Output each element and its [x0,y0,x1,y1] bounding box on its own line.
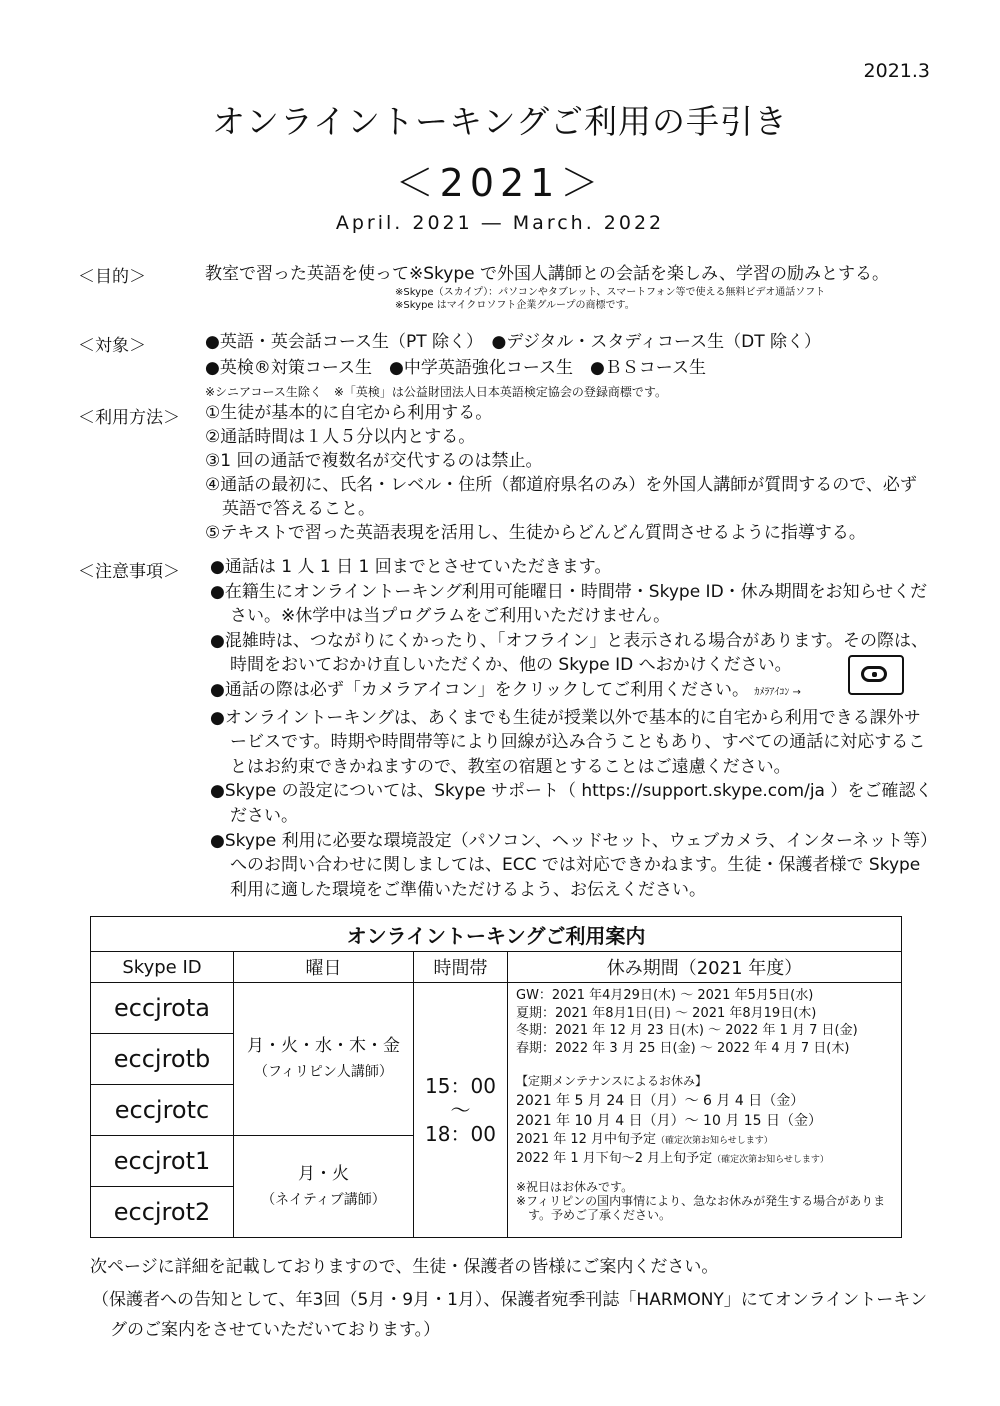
purpose-note: ※Skype はマイクロソフト企業グループの商標です。 [395,300,635,311]
notes-item: ●Skype の設定については、Skype サポート（ https://support.skype.com/ja ）をご確認ください。 [210,781,933,826]
time-start: 15：00 [425,1074,496,1098]
days-text: 月・火・水・木・金 [247,1036,400,1056]
document-date: 2021.3 [863,60,930,82]
skype-id: eccjrot2 [91,1187,234,1238]
usage-item: ①生徒が基本的に自宅から利用する。 [205,403,493,423]
purpose-label: ＜目的＞ [78,267,146,287]
column-header: 曜日 [234,952,414,983]
time-end: 18：00 [425,1122,496,1146]
maintenance-planned-text: 2022 年 1 月下旬～2 月上旬予定 [516,1151,713,1166]
notes-section [210,555,935,902]
notes-item-text: ●通話の際は必ず「カメラアイコン」をクリックしてご利用ください。 [210,679,749,700]
purpose-text: 教室で習った英語を使って※Skype で外国人講師との会話を楽しみ、学習の励みとする。 [205,264,890,284]
page-title: オンライントーキングご利用の手引き [211,102,789,141]
holiday-cell [508,983,902,1238]
holiday-line: 春期：2022 年 3 月 25 日(金) ～ 2022 年 4 月 7 日(木) [516,1040,850,1056]
purpose-section [205,262,925,312]
usage-item: ②通話時間は１人５分以内とする。 [205,427,476,447]
notes-item [210,678,935,706]
footer-line: 次ページに詳細を記載しておりますので、生徒・保護者の皆様にご案内ください。 [90,1257,719,1277]
maintenance-line: 2021 年 5 月 24 日（月）～ 6 月 4 日（金） [516,1092,805,1109]
purpose-note: ※Skype（スカイプ）：パソコンやタブレット、スマートフォン等で使える無料ビデオ通話ソフト [395,287,826,298]
page-subtitle: ＜2021＞ [395,161,605,205]
usage-item: ④通話の最初に、氏名・レベル・住所（都道府県名のみ）を外国人講師が質問するので、必ず英語で答えること。 [205,475,917,519]
maintenance-title: 【定期メンテナンスによるお休み】 [516,1074,708,1088]
column-header: 休み期間（2021 年度） [508,952,902,983]
days-text: 月・火 [298,1163,349,1184]
holiday-line: 冬期：2021 年 12 月 23 日(木) ～ 2022 年 1 月 7 日(金) [516,1023,858,1038]
time-separator: ～ [450,1098,471,1122]
column-header: Skype ID [91,952,234,983]
usage-section [205,401,930,545]
notes-label: ＜注意事項＞ [78,562,180,582]
skype-id: eccjrotc [91,1085,234,1136]
skype-id: eccjrot1 [91,1136,234,1187]
notes-item: ●混雑時は、つながりにくかったり、「オフライン」と表示される場合があります。その際は、時間をおいておかけ直しいただくか、他の Skype ID へおかけください。 [210,630,928,676]
usage-item: ⑤テキストで習った英語表現を活用し、生徒からどんどん質問させるように指導する。 [205,523,866,543]
notes-item: ●在籍生にオンライントーキング利用可能曜日・時間帯・Skype ID・休み期間をお知らせください。※休学中は当プログラムをご利用いただけません。 [210,581,928,627]
holiday-line: GW：2021 年4月29日(木) ～ 2021 年5月5日(水) [516,988,814,1003]
target-line: ●英語・英会話コース生（PT 除く） ●デジタル・スタディコース生（DT 除く） [205,332,822,352]
footer-note: （保護者への告知として、年3回（5月・9月・1月）、保護者宛季刊誌「HARMONY」にてオンライントーキングのご案内をさせていただいております。） [92,1290,928,1340]
period-text: April. 2021 ― March. 2022 [335,212,665,234]
table-footnote: ※祝日はお休みです。 [516,1179,634,1194]
column-header: 時間帯 [414,952,508,983]
maintenance-line: 2021 年 10 月 4 日（月）～ 10 月 15 日（金） [516,1112,823,1129]
maintenance-planned-note: （確定次第お知らせします） [712,1155,829,1165]
table-caption: オンライントーキングご利用案内 [91,917,902,952]
skype-id: eccjrotb [91,1034,234,1085]
notes-item: ●通話は 1 人 1 日 1 回までとさせていただきます。 [210,557,612,577]
days-note: （フィリピン人講師） [254,1064,393,1080]
table-footnote: ※フィリピンの国内事情により、急なお休みが発生する場合があります。予めご了承ください。 [516,1193,886,1222]
skype-id: eccjrota [91,983,234,1034]
days-philippine [234,983,414,1136]
usage-label: ＜利用方法＞ [78,408,180,428]
camera-icon [848,655,904,695]
camera-label: ｶﾒﾗｱｲｺﾝ → [754,686,801,698]
target-section [205,329,821,403]
maintenance-planned-text: 2021 年 12 月中旬予定 [516,1131,657,1147]
time-range [414,983,508,1238]
target-label: ＜対象＞ [78,336,146,356]
days-note: （ネイティブ講師） [261,1191,386,1208]
days-native [234,1136,414,1238]
maintenance-planned [516,1150,893,1170]
info-table [90,916,902,1238]
notes-item: ●Skype 利用に必要な環境設定（パソコン、ヘッドセット、ウェブカメラ、インターネット等）へのお問い合わせに関しましては、ECC では対応できかねます。生徒・保護者様で Skype 利用に適した環境をご準備いただけるよう、お伝えください。 [210,830,929,900]
usage-item: ③1 回の通話で複数名が交代するのは禁止。 [205,451,543,471]
maintenance-planned [516,1131,893,1151]
maintenance-planned-note: （確定次第お知らせします） [656,1135,773,1146]
holiday-line: 夏期：2021 年8月1日(日) ～ 2021 年8月19日(木) [516,1005,817,1021]
target-note: ※シニアコース生除く ※「英検」は公益財団法人日本英語検定協会の登録商標です。 [205,385,667,399]
target-line: ●英検®対策コース生 ●中学英語強化コース生 ●ＢＳコース生 [205,358,706,378]
notes-item: ●オンライントーキングは、あくまでも生徒が授業以外で基本的に自宅から利用できる課外サービスです。時期や時間帯等により回線が込み合うこともあり、すべての通話に対応することはお約束できかねますので、教室の宿題とすることはご遠慮ください。 [210,707,926,777]
